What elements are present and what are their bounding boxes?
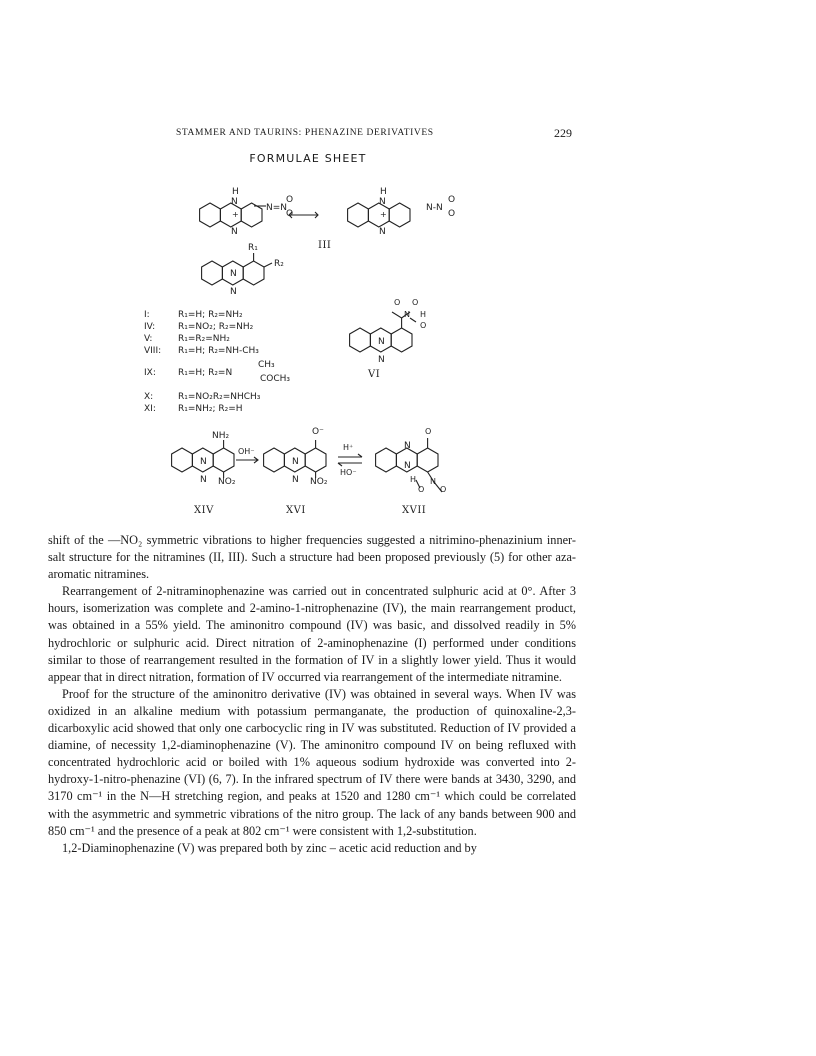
group-o-minus-xvi: O⁻ (312, 427, 324, 437)
label-iii: III (318, 240, 332, 251)
atom-n-xvi-top: N (292, 457, 299, 467)
article-body (48, 532, 576, 857)
sub-text-ix: R₁=H; R₂=N (178, 368, 233, 378)
atom-h-iii-left: H (232, 187, 239, 197)
sub-id-ix: IX: (144, 368, 156, 378)
sub-id-x: X: (144, 392, 154, 402)
atom-o-vi-1: O (394, 298, 401, 307)
paragraph-4: 1,2-Diaminophenazine (V) was prepared both by zinc – acetic acid reduction and by (62, 840, 477, 855)
structure-parent-phenazine (202, 253, 272, 285)
formulae-sheet-title: FORMULAE SHEET (249, 152, 367, 165)
atom-n-iii-right-bottom: N (379, 227, 386, 237)
download-watermark (0, 250, 36, 850)
substituent-r1: R₁ (248, 243, 258, 253)
atom-o-iii-right-bottom: O (448, 209, 456, 219)
atom-n-xiv-bottom: N (200, 475, 207, 485)
group-no2-xvi: NO₂ (310, 477, 328, 487)
plus-iii-right: + (380, 210, 387, 219)
plus-iii-left: + (232, 210, 239, 219)
atom-n-vi-nitro: N (404, 310, 410, 319)
atom-o-vi-2: O (412, 298, 419, 307)
substituent-table (144, 310, 290, 414)
running-title: STAMMER AND TAURINS: PHENAZINE DERIVATIVES (176, 128, 434, 138)
sub-id-xi: XI: (144, 404, 156, 414)
atom-n-xvii-nitro: N (430, 477, 436, 486)
atom-n-xvi-bottom: N (292, 475, 299, 485)
atom-h-vi: H (420, 310, 427, 319)
atom-o-xvii-1: O (418, 485, 425, 494)
azo-group-right: N-N (426, 203, 443, 213)
group-nh2-xiv: NH₂ (212, 431, 230, 441)
sub-text-v: R₁=R₂=NH₂ (178, 334, 230, 344)
label-xiv: XIV (194, 505, 214, 516)
atom-h-xvii: H (410, 475, 417, 484)
sub-text-iv: R₁=NO₂; R₂=NH₂ (178, 322, 254, 332)
atom-n-iii-left-top: N (231, 197, 238, 207)
running-header (176, 126, 572, 140)
atom-o-vi-3: O (420, 321, 427, 330)
sub-id-i: I: (144, 310, 150, 320)
atom-o-iii-right-top: O (448, 195, 456, 205)
page-number: 229 (554, 126, 572, 140)
atom-n-xiv-top: N (200, 457, 207, 467)
reagent-h-plus: H⁺ (343, 443, 354, 452)
paragraph-1: shift of the —NO₂ symmetric vibrations to higher frequencies suggested a nitrimino-phenazinium inner-salt structure for the nitramines (II, III). Such a structure had been proposed previously (5) for other aza-aromatic nitramines. (48, 533, 576, 582)
atom-o-iii-left-top: O (286, 195, 294, 205)
sub-text-viii: R₁=H; R₂=NH-CH₃ (178, 346, 259, 356)
sub-ix-coch3: COCH₃ (260, 374, 291, 384)
label-vi: VI (368, 369, 381, 380)
atom-n-iii-left-bottom: N (231, 227, 238, 237)
sub-text-x: R₁=NO₂R₂=NHCH₃ (178, 392, 261, 402)
paragraph-2: Rearrangement of 2-nitraminophenazine was carried out in concentrated sulphuric acid at 0°. After 3 hours, isomerization was complete and 2-amino-1-nitrophenazine (IV), the main rearrangement product, was obtained in a 55% yield. The aminonitro compound (IV) was basic, and dissolved readily in 5% hydrochloric or sulphuric acid. Direct nitration of 2-aminophenazine (I) performed under conditions similar to those of rearrangement resulted in the formation of IV in a slightly lower yield. Thus it would appear that in direct nitration, formation of IV occurred via rearrangement of the intermediate nitramine. (48, 584, 576, 684)
atom-n-vi-top: N (378, 337, 385, 347)
label-xvi: XVI (286, 505, 306, 516)
sub-text-xi: R₁=NH₂; R₂=H (178, 404, 243, 414)
reagent-oh-minus: OH⁻ (238, 447, 255, 456)
atom-n-vi-bottom: N (378, 355, 385, 365)
atom-o-xvii-ketone: O (425, 427, 432, 436)
atom-n-xvii-bottom: N (404, 461, 411, 471)
sub-id-viii: VIII: (144, 346, 162, 356)
azo-group-left: N=N (266, 203, 288, 213)
atom-n-xvii-top: N (404, 441, 411, 451)
atom-h-iii-right: H (380, 187, 387, 197)
atom-o-xvii-2: O (440, 485, 447, 494)
atom-n-parent-top: N (230, 269, 237, 279)
sub-id-v: V: (144, 334, 153, 344)
paragraph-3: Proof for the structure of the aminonitro derivative (IV) was obtained in several ways. When IV was oxidized in an alkaline medium with potassium permanganate, the production of quinoxaline-2,3-dicarboxylic acid showed that only one carbocyclic ring in IV was substituted. Reduction of IV provided a diamine, of necessity 1,2-diaminophenazine (V). The aminonitro compound IV on being refluxed with concentrated hydrochloric acid or boiled with 1% aqueous sodium hydroxide was converted into 2-hydroxy-1-nitro-phenazine (VI) (6, 7). In the infrared spectrum of IV there were bands at 3430, 3290, and 3170 cm⁻¹ in the N—H stretching region, and peaks at 1520 and 1280 cm⁻¹ which could be correlated with the asymmetric and symmetric vibrations of the nitro group. The lack of any bands between 900 and 850 cm⁻¹ and the presence of a peak at 802 cm⁻¹ were consistent with 1,2-substitution. (48, 686, 576, 838)
formulae-diagram (140, 170, 580, 515)
reagent-ho-minus: HO⁻ (340, 468, 357, 477)
sub-text-i: R₁=H; R₂=NH₂ (178, 310, 243, 320)
atom-n-iii-right-top: N (379, 197, 386, 207)
atom-o-iii-left-bottom: O (286, 209, 294, 219)
sub-id-iv: IV: (144, 322, 156, 332)
label-xvii: XVII (402, 505, 427, 516)
sub-ix-ch3: CH₃ (258, 360, 275, 370)
group-no2-xiv: NO₂ (218, 477, 236, 487)
atom-n-parent-bottom: N (230, 287, 237, 297)
substituent-r2: R₂ (274, 259, 284, 269)
